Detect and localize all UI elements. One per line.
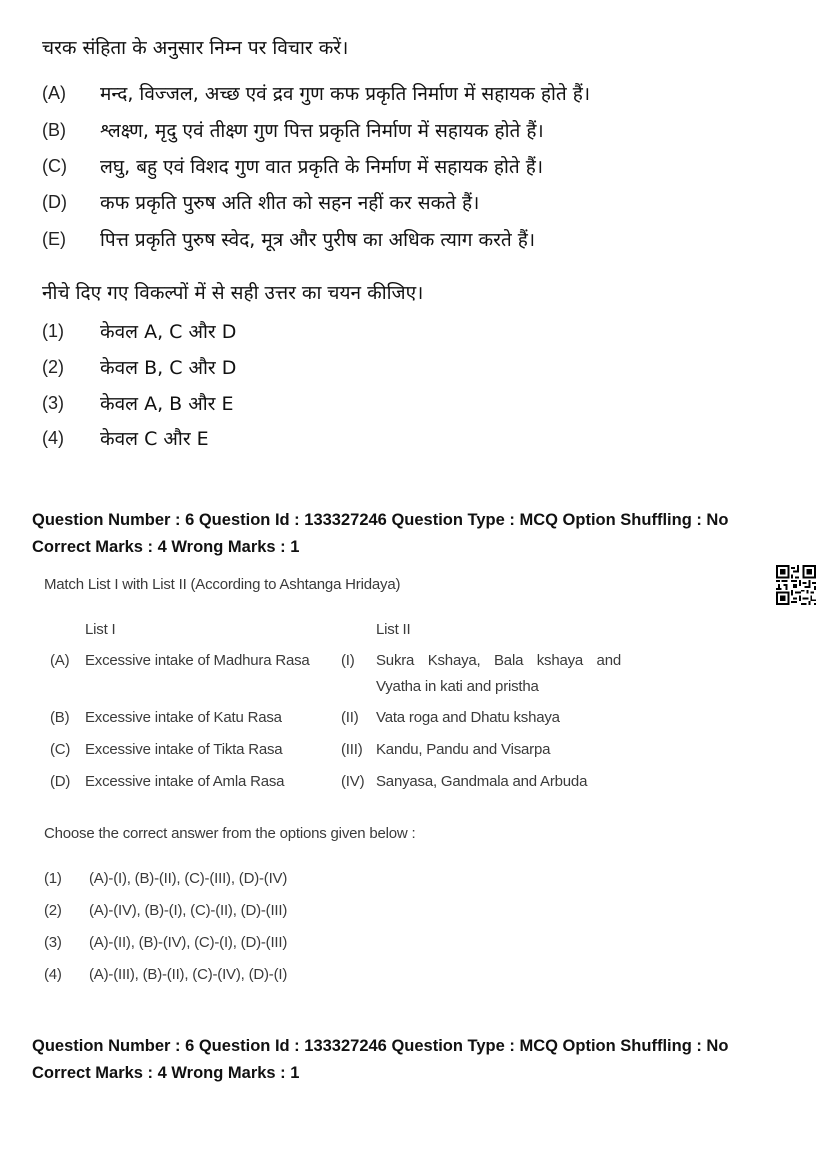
list1-item-d: Excessive intake of Amla Rasa <box>85 773 285 790</box>
hindi-statement-c: लघु, बहु एवं विशद गुण वात प्रकृति के निर्माण में सहायक होते हैं। <box>100 156 544 178</box>
english-option-label-1: (1) <box>44 870 62 887</box>
english-option-1: (A)-(I), (B)-(II), (C)-(III), (D)-(IV) <box>89 870 288 887</box>
question-header-line2: Correct Marks : 4 Wrong Marks : 1 <box>32 538 300 556</box>
hindi-statement-label-b: (B) <box>42 120 66 140</box>
hindi-statement-b: श्लक्ष्ण, मृदु एवं तीक्ष्ण गुण पित्त प्रकृति निर्माण में सहायक होते हैं। <box>100 120 544 142</box>
hindi-statement-e: पित्त प्रकृति पुरुष स्वेद, मूत्र और पुरीष का अधिक त्याग करते हैं। <box>100 229 536 251</box>
hindi-option-2: केवल B, C और D <box>100 357 237 379</box>
hindi-option-label-4: (4) <box>42 428 64 448</box>
list2-item-i-line1: Sukra Kshaya, Bala kshaya and <box>376 652 621 669</box>
hindi-option-1: केवल A, C और D <box>100 321 237 343</box>
list1-label-c: (C) <box>50 741 71 758</box>
list1-item-b: Excessive intake of Katu Rasa <box>85 709 282 726</box>
hindi-statement-label-d: (D) <box>42 192 67 212</box>
english-instruction: Choose the correct answer from the options given below : <box>44 825 416 842</box>
hindi-option-label-3: (3) <box>42 393 64 413</box>
question-header-line2-repeat: Correct Marks : 4 Wrong Marks : 1 <box>32 1064 300 1082</box>
hindi-statement-a: मन्द, विज्जल, अच्छ एवं द्रव गुण कफ प्रकृति निर्माण में सहायक होते हैं। <box>100 83 591 105</box>
list1-header: List I <box>85 621 116 638</box>
english-option-3: (A)-(II), (B)-(IV), (C)-(I), (D)-(III) <box>89 934 288 951</box>
english-option-label-3: (3) <box>44 934 62 951</box>
list2-label-iv: (IV) <box>341 773 365 790</box>
list2-item-ii: Vata roga and Dhatu kshaya <box>376 709 560 726</box>
list2-item-iv: Sanyasa, Gandmala and Arbuda <box>376 773 588 790</box>
hindi-question-stem: चरक संहिता के अनुसार निम्न पर विचार करें। <box>42 37 349 59</box>
hindi-instruction: नीचे दिए गए विकल्पों में से सही उत्तर का चयन कीजिए। <box>42 282 424 304</box>
english-option-label-4: (4) <box>44 966 62 983</box>
question-header-line1-repeat: Question Number : 6 Question Id : 133327246 Question Type : MCQ Option Shuffling : No <box>32 1037 729 1055</box>
list1-item-a: Excessive intake of Madhura Rasa <box>85 652 310 669</box>
hindi-option-4: केवल C और E <box>100 428 209 450</box>
hindi-option-label-2: (2) <box>42 357 64 377</box>
hindi-option-label-1: (1) <box>42 321 64 341</box>
english-option-4: (A)-(III), (B)-(II), (C)-(IV), (D)-(I) <box>89 966 288 983</box>
qr-code-icon <box>776 565 816 605</box>
list2-label-i: (I) <box>341 652 355 669</box>
list1-label-d: (D) <box>50 773 71 790</box>
hindi-statement-label-a: (A) <box>42 83 66 103</box>
list1-label-b: (B) <box>50 709 70 726</box>
list2-item-iii: Kandu, Pandu and Visarpa <box>376 741 551 758</box>
hindi-option-3: केवल A, B और E <box>100 393 234 415</box>
list2-header: List II <box>376 621 411 638</box>
list2-label-ii: (II) <box>341 709 359 726</box>
english-option-label-2: (2) <box>44 902 62 919</box>
hindi-statement-d: कफ प्रकृति पुरुष अति शीत को सहन नहीं कर सकते हैं। <box>100 192 480 214</box>
hindi-statement-label-c: (C) <box>42 156 67 176</box>
list2-label-iii: (III) <box>341 741 363 758</box>
english-question-stem: Match List I with List II (According to Ashtanga Hridaya) <box>44 576 401 593</box>
english-option-2: (A)-(IV), (B)-(I), (C)-(II), (D)-(III) <box>89 902 288 919</box>
question-header-line1: Question Number : 6 Question Id : 133327246 Question Type : MCQ Option Shuffling : No <box>32 511 729 529</box>
hindi-statement-label-e: (E) <box>42 229 66 249</box>
list2-item-i-line2: Vyatha in kati and pristha <box>376 678 539 695</box>
list1-item-c: Excessive intake of Tikta Rasa <box>85 741 283 758</box>
list1-label-a: (A) <box>50 652 70 669</box>
